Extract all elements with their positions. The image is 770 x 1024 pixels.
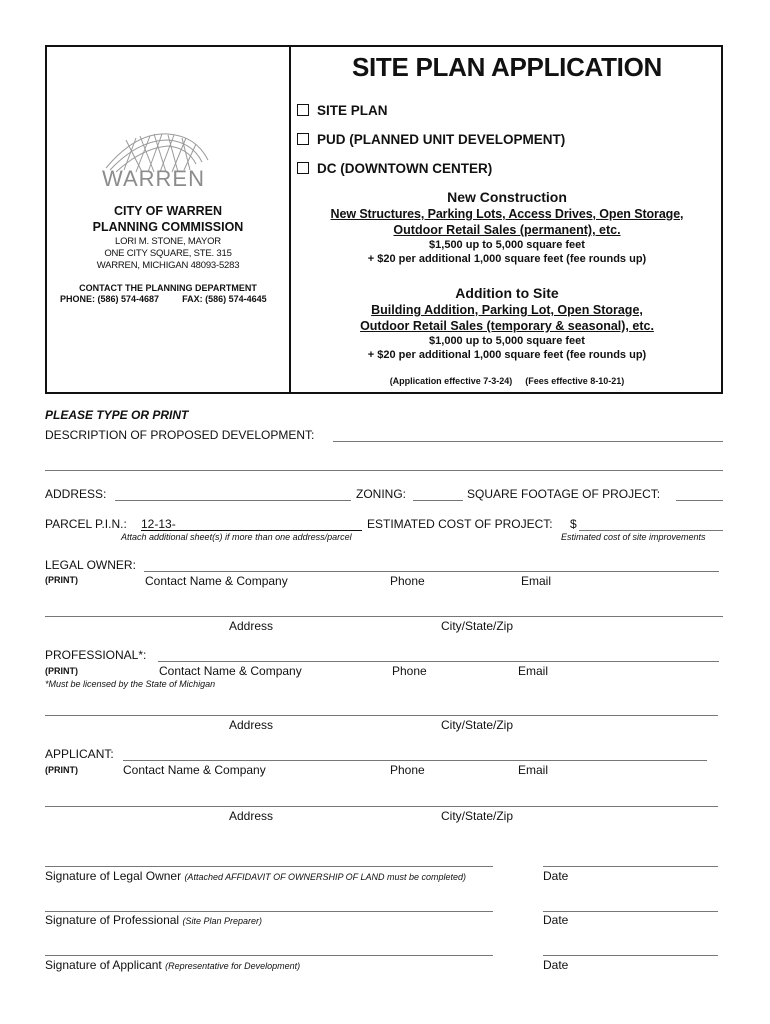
legal-owner-address-caption: Address: [229, 619, 274, 633]
option-pud[interactable]: [297, 125, 565, 154]
professional-print: (PRINT): [45, 666, 78, 676]
professional-address-field[interactable]: [45, 715, 718, 716]
professional-address-caption: Address: [229, 718, 274, 732]
legal-owner-field[interactable]: [144, 571, 719, 572]
professional-label: PROFESSIONAL*:: [45, 648, 147, 662]
addition-heading: Addition to Site: [455, 285, 559, 301]
zoning-field[interactable]: [413, 500, 463, 501]
signature-note: (Site Plan Preparer): [182, 916, 262, 926]
option-label: SITE PLAN: [317, 103, 388, 118]
applicant-label: APPLICANT:: [45, 747, 114, 761]
professional-csz-caption: City/State/Zip: [441, 718, 514, 732]
applicant-signature-field[interactable]: [45, 955, 493, 956]
pin-prefix: 12-13-: [141, 517, 176, 531]
professional-date-field[interactable]: [543, 911, 718, 912]
pud-checkbox[interactable]: [297, 133, 309, 145]
new-construction-fee1: $1,500 up to 5,000 square feet: [429, 239, 585, 251]
option-dc[interactable]: [297, 154, 565, 183]
logo-wordmark: WARREN: [102, 166, 205, 190]
applicant-field[interactable]: [123, 760, 707, 761]
legal-owner-signature-field[interactable]: [45, 866, 493, 867]
sqft-label: SQUARE FOOTAGE OF PROJECT:: [467, 487, 661, 501]
applicant-phone-caption: Phone: [390, 763, 425, 777]
signature-note: (Representative for Development): [165, 961, 301, 971]
new-construction-heading: New Construction: [447, 189, 567, 205]
licensed-note: *Must be licensed by the State of Michigan: [45, 679, 216, 689]
fax-number: FAX: (586) 574-4645: [182, 294, 267, 304]
professional-contact-caption: Contact Name & Company: [159, 664, 302, 678]
pin-note: Attach additional sheet(s) if more than one address/parcel: [121, 532, 352, 542]
site-plan-checkbox[interactable]: [297, 104, 309, 116]
signature-label: Signature of Legal Owner: [45, 869, 182, 883]
option-label: PUD (PLANNED UNIT DEVELOPMENT): [317, 132, 566, 147]
addition-line2: Outdoor Retail Sales (temporary & seasonal), etc.: [360, 319, 654, 333]
legal-owner-label: LEGAL OWNER:: [45, 558, 136, 572]
legal-owner-csz-caption: City/State/Zip: [441, 619, 514, 633]
option-site-plan[interactable]: [297, 96, 565, 125]
zoning-label: ZONING:: [356, 487, 406, 501]
applicant-contact-caption: Contact Name & Company: [123, 763, 266, 777]
sqft-field[interactable]: [676, 500, 723, 501]
option-label: DC (DOWNTOWN CENTER): [317, 161, 493, 176]
phone-number: PHONE: (586) 574-4687: [60, 294, 160, 304]
signature-note: (Attached AFFIDAVIT OF OWNERSHIP OF LAND must be completed): [184, 872, 467, 882]
commission-name: PLANNING COMMISSION: [92, 220, 244, 234]
applicant-signature-caption: [45, 958, 300, 972]
legal-owner-print: (PRINT): [45, 575, 78, 585]
professional-phone-caption: Phone: [392, 664, 427, 678]
addition-line1: Building Addition, Parking Lot, Open Storage,: [371, 303, 643, 317]
legal-owner-signature-caption: [45, 869, 466, 883]
description-field-line2[interactable]: [45, 470, 723, 471]
legal-owner-date-field[interactable]: [543, 866, 718, 867]
legal-owner-address-field[interactable]: [45, 616, 723, 617]
city-name: CITY OF WARREN: [113, 204, 223, 218]
dc-checkbox[interactable]: [297, 162, 309, 174]
applicant-address-field[interactable]: [45, 806, 718, 807]
professional-signature-field[interactable]: [45, 911, 493, 912]
legal-owner-contact-caption: Contact Name & Company: [145, 574, 288, 588]
application-effective: (Application effective 7-3-24): [389, 376, 513, 386]
cost-label: ESTIMATED COST OF PROJECT:: [367, 517, 553, 531]
mayor-name: LORI M. STONE, MAYOR: [115, 236, 221, 247]
description-field[interactable]: [333, 441, 723, 442]
address-field[interactable]: [115, 500, 351, 501]
description-label: DESCRIPTION OF PROPOSED DEVELOPMENT:: [45, 428, 315, 442]
pin-field[interactable]: [141, 530, 362, 531]
signature-label: Signature of Professional: [45, 913, 180, 927]
street-address: ONE CITY SQUARE, STE. 315: [104, 248, 232, 259]
address-label: ADDRESS:: [45, 487, 107, 501]
legal-owner-email-caption: Email: [521, 574, 552, 588]
legal-owner-phone-caption: Phone: [390, 574, 425, 588]
professional-signature-caption: [45, 913, 262, 927]
signature-label: Signature of Applicant: [45, 958, 162, 972]
applicant-date-caption: Date: [543, 958, 569, 972]
fees-effective: (Fees effective 8-10-21): [525, 376, 625, 386]
applicant-address-caption: Address: [229, 809, 274, 823]
form-title: SITE PLAN APPLICATION: [351, 52, 663, 82]
applicant-email-caption: Email: [518, 763, 549, 777]
professional-field[interactable]: [158, 661, 719, 662]
legal-owner-date-caption: Date: [543, 869, 569, 883]
pin-label: PARCEL P.I.N.:: [45, 517, 127, 531]
warren-logo: [96, 130, 242, 190]
applicant-print: (PRINT): [45, 765, 78, 775]
professional-email-caption: Email: [518, 664, 549, 678]
applicant-csz-caption: City/State/Zip: [441, 809, 514, 823]
new-construction-line1: New Structures, Parking Lots, Access Drives, Open Storage,: [330, 207, 684, 221]
professional-date-caption: Date: [543, 913, 569, 927]
cost-prefix: $: [570, 517, 577, 531]
addition-fee1: $1,000 up to 5,000 square feet: [429, 335, 585, 347]
contact-dept: CONTACT THE PLANNING DEPARTMENT: [79, 283, 257, 293]
cost-note: Estimated cost of site improvements: [561, 532, 706, 542]
instructions: PLEASE TYPE OR PRINT: [45, 408, 189, 422]
cost-field[interactable]: [579, 530, 723, 531]
new-construction-line2: Outdoor Retail Sales (permanent), etc.: [393, 223, 621, 237]
city-state-zip: WARREN, MICHIGAN 48093-5283: [96, 260, 240, 271]
new-construction-fee2: + $20 per additional 1,000 square feet (fee rounds up): [367, 253, 647, 265]
addition-fee2: + $20 per additional 1,000 square feet (fee rounds up): [367, 349, 647, 361]
warren-logo-icon: [96, 130, 242, 190]
applicant-date-field[interactable]: [543, 955, 718, 956]
